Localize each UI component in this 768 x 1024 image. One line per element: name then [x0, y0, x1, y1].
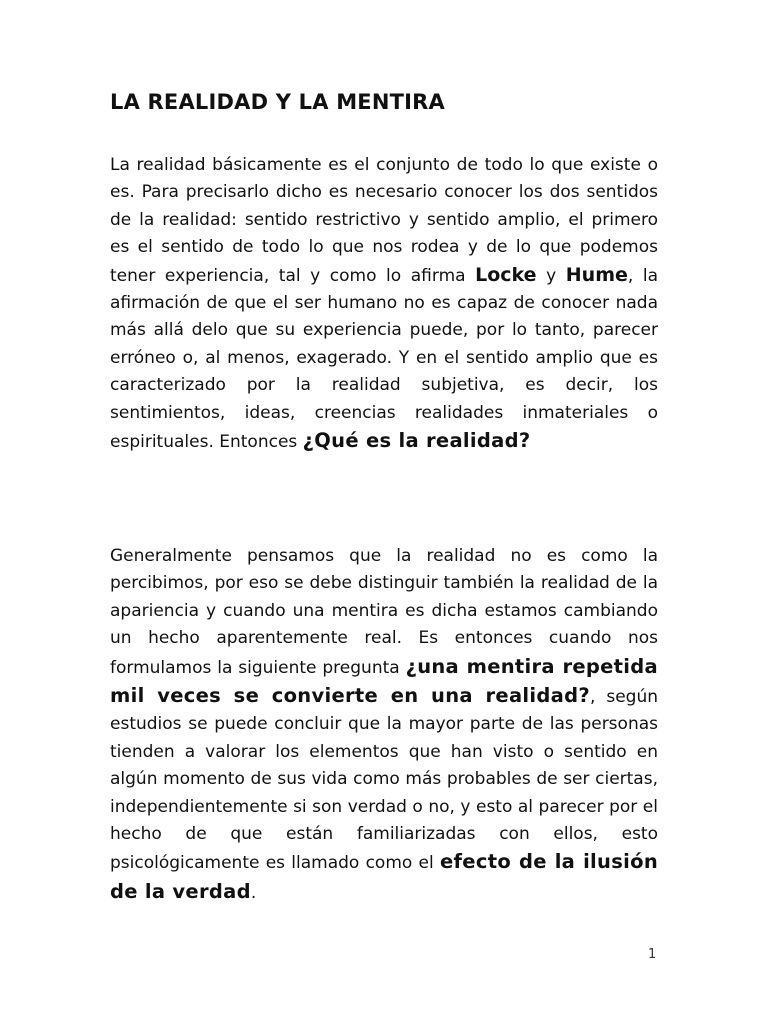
paragraph-1-text-a: La realidad básicamente es el conjunto de todo lo que existe o es. Para precisarlo dicho es necesario conocer los dos sentidos de la realidad: sentido restrictivo y sentido amplio, el primero es el sentido de todo lo que nos rodea y de lo que podemos tener experiencia, tal y como lo afirma: [110, 155, 658, 286]
paragraph-1-text-c: , la afirmación de que el ser humano no es capaz de conocer nada más allá delo que su experiencia puede, por lo tanto, parecer erróneo o, al menos, exagerado. Y en el sentido amplio que es caracterizado por la realidad subjetiva, es decir, los sentimientos, ideas, creencias realidades inmateriales o espirituales. Entonces: [110, 265, 659, 453]
paragraph-1: [110, 152, 658, 456]
philosopher-locke: Locke: [475, 263, 537, 286]
paragraph-1-text-b: y: [536, 265, 566, 286]
question-lie-repeated: ¿una mentira repetida mil veces se convierte en una realidad?: [110, 654, 659, 708]
document-title: LA REALIDAD Y LA MENTIRA: [110, 90, 445, 114]
page-number: 1: [648, 947, 657, 962]
paragraph-2-text-c: .: [250, 882, 257, 903]
philosopher-hume: Hume: [565, 263, 628, 286]
paragraph-2-text-b: , según estudios se puede concluir que la mayor parte de las personas tienden a valorar los elementos que han visto o sentido en algún momento de sus vida como más probables de ser ciertas, independientemente si son verdad o no, y esto al parecer por el hecho de que están familiarizadas con ellos, esto psicológicamente es llamado como el: [110, 687, 658, 874]
illusory-truth-effect-term: efecto de la ilusión de la verdad: [110, 850, 658, 903]
question-what-is-reality: ¿Qué es la realidad?: [302, 429, 531, 453]
paragraph-2-text-a: Generalmente pensamos que la realidad no es como la percibimos, por eso se debe distinguir también la realidad de la apariencia y cuando una mentira es dicha estamos cambiando un hecho aparentemente real. Es entonces cuando nos formulamos la siguiente pregunta: [110, 546, 658, 678]
paragraph-2: [110, 543, 658, 907]
